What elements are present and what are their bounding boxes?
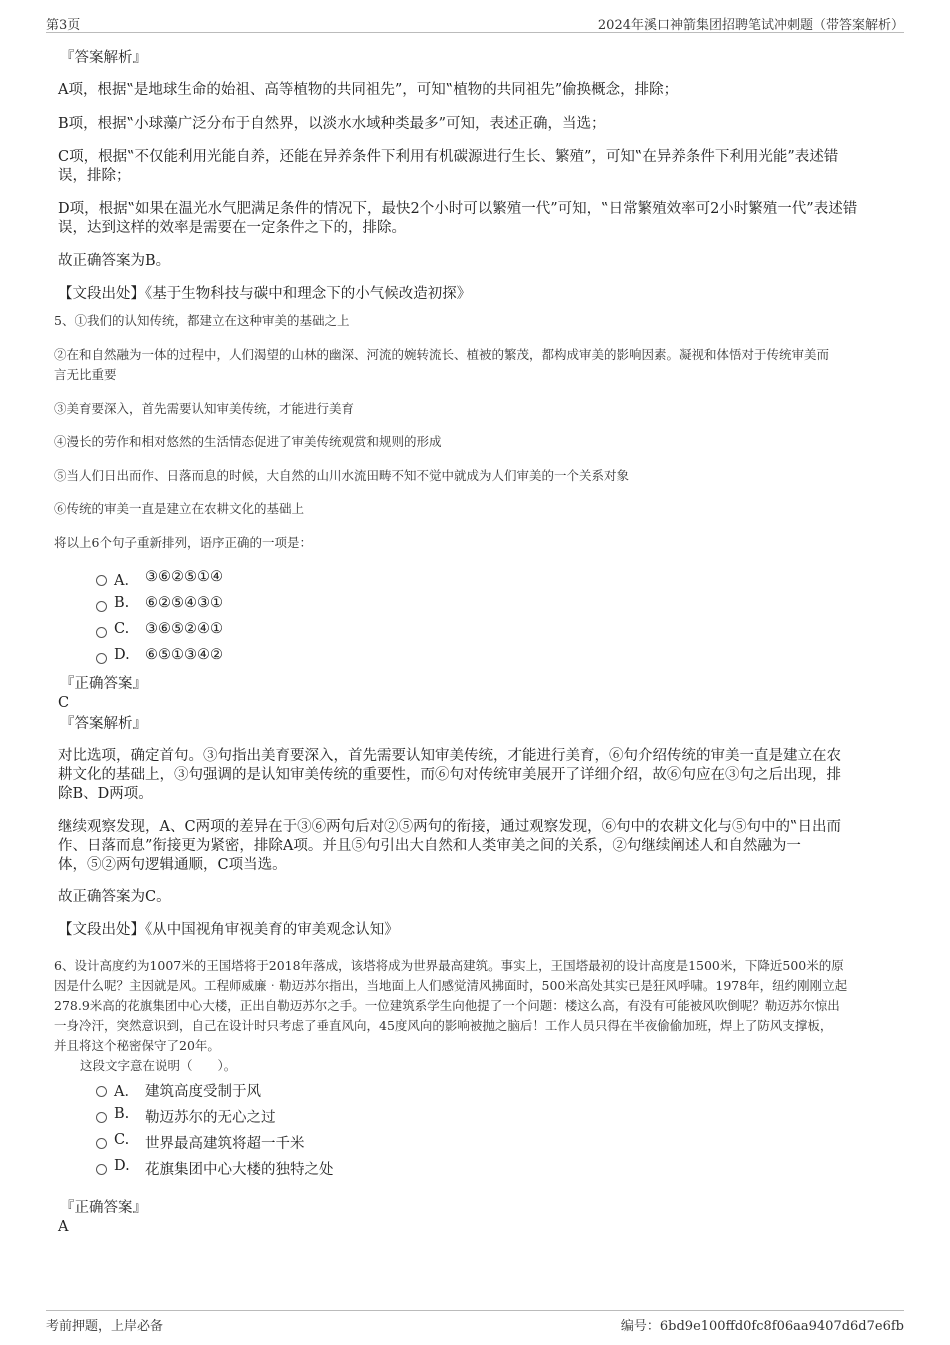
radio-button-icon[interactable]	[96, 1164, 107, 1175]
analysis-option-d-line1: D项，根据‟如果在温光水气肥满足条件的情况下，最快2个小时可以繁殖一代”可知，‟日常繁殖效率可2小时繁殖一代”表述错	[58, 201, 858, 217]
analysis-option-c-line1: C项，根据‟不仅能利用光能自养，还能在异养条件下利用有机碳源进行生长、繁殖”，可知‟在异养条件下利用光能”表述错	[58, 149, 839, 165]
q5-analysis-p1-line2: 耕文化的基础上，③句强调的是认知审美传统的重要性，而⑥句对传统审美展开了详细介绍，故⑥句应在③句之后出现，排	[58, 767, 841, 783]
correct-answer-heading: 『正确答案』	[60, 1200, 147, 1216]
analysis-heading: 『答案解析』	[60, 50, 147, 66]
q6-passage-line2: 因是什么呢？主因就是风。工程师威廉‧勒迈苏尔指出，当地面上人们感觉清风拂面时，500米高处其实已是狂风呼啸。1978年，纽约刚刚立起	[54, 978, 848, 993]
q5-analysis-p1-line1: 对比选项，确定首句。③句指出美育要深入，首先需要认知审美传统，才能进行美育，⑥句介绍传统的审美一直是建立在农	[58, 748, 841, 764]
correct-answer-value: C	[58, 695, 70, 711]
radio-button-icon[interactable]	[96, 1112, 107, 1123]
q5-analysis-p1-line3: 除B、D两项。	[58, 786, 153, 802]
q5-sentence-2-line1: ②在和自然融为一体的过程中，人们渴望的山林的幽深、河流的婉转流长、植被的繁茂，都构成审美的影响因素。凝视和体悟对于传统审美而	[54, 347, 830, 362]
analysis-option-d-line2: 误，达到这样的效率是需要在一定条件之下的，排除。	[58, 220, 406, 236]
analysis-conclusion: 故正确答案为C。	[58, 889, 171, 905]
radio-button-icon[interactable]	[96, 653, 107, 664]
radio-button-icon[interactable]	[96, 627, 107, 638]
analysis-option-b: B项，根据‟小球藻广泛分布于自然界，以淡水水域种类最多”可知，表述正确，当选；	[58, 116, 606, 132]
correct-answer-heading: 『正确答案』	[60, 676, 147, 692]
correct-answer-value: A	[58, 1219, 69, 1235]
q6-passage-line1: 6、设计高度约为1007米的王国塔将于2018年落成，该塔将成为世界最高建筑。事实上，王国塔最初的设计高度是1500米，下降近500米的原	[54, 958, 844, 973]
q5-sentence-4: ④漫长的劳作和相对悠然的生活情态促进了审美传统观赏和规则的形成	[54, 434, 442, 449]
q5-sentence-5: ⑤当人们日出而作、日落而息的时候，大自然的山川水流田畴不知不觉中就成为人们审美的一个关系对象	[54, 468, 630, 483]
analysis-option-a: A项，根据‟是地球生命的始祖、高等植物的共同祖先”，可知‟植物的共同祖先”偷换概念，排除；	[58, 82, 679, 98]
q5-analysis-p2-line1: 继续观察发现，A、C两项的差异在于③⑥两句后对②⑤两句的衔接，通过观察发现，⑥句中的农耕文化与⑤句中的‟日出而	[58, 819, 841, 835]
radio-button-icon[interactable]	[96, 575, 107, 586]
q5-sentence-1: 5、①我们的认知传统，都建立在这种审美的基础之上	[54, 313, 350, 328]
source-citation: 【文段出处】《从中国视角审视美育的审美观念认知》	[58, 922, 399, 938]
source-citation: 【文段出处】《基于生物科技与碳中和理念下的小气候改造初探》	[58, 286, 472, 302]
q6-prompt: 这段文字意在说明（ ）。	[80, 1058, 237, 1073]
analysis-conclusion: 故正确答案为B。	[58, 253, 171, 269]
q5-sentence-6: ⑥传统的审美一直是建立在农耕文化的基础上	[54, 501, 305, 516]
q5-analysis-p2-line2: 作、日落而息”衔接更为紧密，排除A项。并且⑤句引出大自然和人类审美之间的关系，②句继续阐述人和自然融为一	[58, 838, 801, 854]
document-title: 2024年溪口神箭集团招聘笔试冲刺题（带答案解析）	[597, 18, 904, 33]
analysis-option-c-line2: 误，排除；	[58, 168, 131, 184]
document-code: 编号：6bd9e100ffd0fc8f06aa9407d6d7e6fb	[620, 1319, 904, 1334]
q6-passage-line4: 一身冷汗，突然意识到，自己在设计时只考虑了垂直风向，45度风向的影响被抛之脑后！工作人员只得在半夜偷偷加班，焊上了防风支撑板，	[54, 1018, 833, 1033]
analysis-heading: 『答案解析』	[60, 716, 147, 732]
radio-button-icon[interactable]	[96, 601, 107, 612]
page-footer	[46, 1310, 904, 1335]
q5-sentence-3: ③美育要深入，首先需要认知审美传统，才能进行美育	[54, 401, 355, 416]
q5-sentence-2-line2: 言无比重要	[54, 367, 117, 382]
page-header	[46, 12, 904, 33]
page-number: 第3页	[46, 18, 81, 33]
footer-slogan: 考前押题，上岸必备	[46, 1319, 164, 1334]
q5-analysis-p2-line3: 体，⑤②两句逻辑通顺，C项当选。	[58, 857, 287, 873]
q6-passage-line5: 并且将这个秘密保守了20年。	[54, 1038, 220, 1053]
q6-passage-line3: 278.9米高的花旗集团中心大楼，正出自勒迈苏尔之手。一位建筑系学生向他提了一个问题：楼这么高，有没有可能被风吹倒呢？勒迈苏尔惊出	[54, 998, 840, 1013]
q5-prompt: 将以上6个句子重新排列，语序正确的一项是：	[54, 535, 312, 550]
radio-button-icon[interactable]	[96, 1086, 107, 1097]
radio-button-icon[interactable]	[96, 1138, 107, 1149]
